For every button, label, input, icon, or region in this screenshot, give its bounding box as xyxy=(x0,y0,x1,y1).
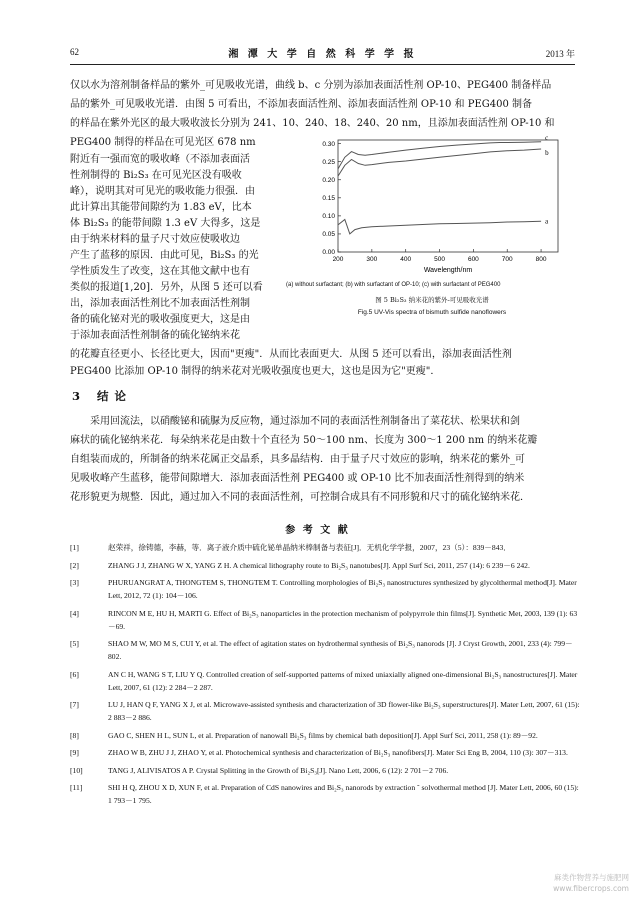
body-line: 此计算出其能带间隙约为 1.83 eV，比本 xyxy=(70,202,252,213)
journal-title: 湘 潭 大 学 自 然 科 学 学 报 xyxy=(228,49,417,60)
body-line: 自组装而成的，所制备的纳米花属正交晶系，具多晶结构．由于量子尺寸效应的影响，纳米花的紫外_可 xyxy=(70,454,525,465)
reference-text: LU J, HAN Q F, YANG X J, et al. Microwave-assisted synthesis and characterization of 3D flower-like Bi₂S₃ superstructures[J]. Mater Lett, 2007, 61 (15): 2 883－2 886. xyxy=(108,700,580,722)
reference-item xyxy=(70,607,582,633)
reference-number: [8] xyxy=(70,730,79,740)
x-tick-label: 500 xyxy=(434,256,445,263)
reference-item xyxy=(70,559,582,572)
watermark xyxy=(553,872,629,894)
series-line-a xyxy=(338,220,541,234)
body-line: 品的紫外_可见吸收光谱．由图 5 可看出，不添加表面活性剂、添加表面活性剂 OP-10 和 PEG400 制备 xyxy=(70,99,533,110)
x-tick-label: 800 xyxy=(535,256,547,263)
reference-text: SHI H Q, ZHOU X D, XUN F, et al. Preparation of CdS nanowires and Bi₂S₃ nanorods by extraction ˜ solvothermal method [J]. Mater Lett, 2006, 60 (15): 1 793－1 795. xyxy=(108,783,579,805)
reference-item xyxy=(70,637,582,663)
reference-text: SHAO M W, MO M S, CUI Y, et al. The effect of agitation states on hydrothermal synthesis of Bi₂S₃ nanorods [J]. J Cryst Growth, 2001, 233 (4): 799－802. xyxy=(108,639,573,661)
x-tick-label: 700 xyxy=(501,256,513,263)
reference-item xyxy=(70,764,582,777)
body-line: 的样品在紫外光区的最大吸收波长分别为 241、10、240、18、240、20 nm，且添加表面活性剂 OP-10 和 xyxy=(70,118,555,129)
reference-number: [11] xyxy=(70,783,83,792)
running-header xyxy=(70,44,575,62)
series-line-b xyxy=(338,149,541,176)
watermark-line: 麻类作物营养与施肥网 xyxy=(554,873,629,882)
body-line: 产生了蓝移的原因．由此可见，Bi₂S₃ 的光 xyxy=(70,250,259,261)
reference-number: [6] xyxy=(70,669,79,679)
body-line: 峰），说明其对可见光的吸收能力很强．由 xyxy=(70,186,255,197)
body-line: 类似的报道[1,20]．另外，从图 5 还可以看 xyxy=(70,282,263,293)
header-rule xyxy=(70,64,575,65)
reference-number: [5] xyxy=(70,639,79,648)
reference-list xyxy=(70,541,582,812)
body-line: 的花瓣直径更小、长径比更大，因而"更瘦"．从而比表面更大．从图 5 还可以看出，添加表面活性剂 xyxy=(70,349,512,360)
x-axis-label: Wavelength/nm xyxy=(423,267,473,274)
reference-text: PHURUANGRAT A, THONGTEM S, THONGTEM T. Controlling morphologies of Bi₂S₃ nanostructures synthesized by glycolthermal method[J]. Mater Lett, 2012, 72 (1): 104－106. xyxy=(108,578,577,600)
body-line: PEG400 制得的样品在可见光区 678 nm xyxy=(70,137,256,148)
body-line: 出，添加表面活性剂比不加表面活性剂制 xyxy=(70,298,250,309)
reference-text: RINCON M E, HU H, MARTI G. Effect of Bi₂S₃ nanoparticles in the protection mechanism of polypyrrole thin films[J]. Synthetic Met, 2003, 139 (1): 63－69. xyxy=(108,608,578,631)
x-tick-label: 600 xyxy=(467,256,479,263)
body-line: 性剂制得的 Bi₂S₃ 在可见光区没有吸收 xyxy=(70,170,242,181)
uv-vis-chart xyxy=(286,132,578,282)
reference-number: [4] xyxy=(70,608,79,618)
series-label-a: a xyxy=(545,217,549,226)
section-number: 3 xyxy=(72,389,82,403)
y-tick-label: 0.10 xyxy=(322,213,335,221)
reference-number: [2] xyxy=(70,560,79,570)
section-heading xyxy=(72,388,127,404)
reference-item xyxy=(70,781,582,807)
reference-item xyxy=(70,698,582,724)
figure-caption-en: Fig.5 UV-Vis spectra of bismuth sulfide nanoflowers xyxy=(357,309,507,316)
reference-item xyxy=(70,576,582,602)
reference-text: GAO C, SHEN H L, SUN L, et al. Preparation of nanowall Bi₂S₃ films by chemical bath deposition[J]. Appl Surf Sci, 2011, 258 (1): 89－92. xyxy=(108,730,538,740)
reference-item xyxy=(70,668,582,694)
y-tick-label: 0.15 xyxy=(322,195,335,203)
y-tick-label: 0.25 xyxy=(322,158,335,166)
reference-number: [10] xyxy=(70,765,83,775)
x-tick-label: 200 xyxy=(332,256,344,263)
series-label-c: c xyxy=(545,133,549,142)
reference-number: [3] xyxy=(70,578,79,587)
body-line: 采用回流法，以硝酸铋和硫脲为反应物，通过添加不同的表面活性剂制备出了菜花状、松果状和剑 xyxy=(90,416,520,427)
reference-text: AN C H, WANG S T, LIU Y Q. Controlled creation of self-supported patterns of mixed uniaxially aligned one-dimensional Bi₂S₃ nanostructures[J]. Mater Lett, 2007, 61 (12): 2 284－2 287. xyxy=(108,669,578,692)
reference-text: TANG J, ALIVISATOS A P. Crystal Splitting in the Growth of Bi₂S₃[J]. Nano Lett, 2006, 6 (12): 2 701－2 706. xyxy=(108,765,449,775)
y-tick-label: 0.00 xyxy=(322,249,335,257)
y-tick-label: 0.20 xyxy=(322,176,335,184)
watermark-url: www.fibercrops.com xyxy=(553,884,629,893)
reference-text: ZHAO W B, ZHU J J, ZHAO Y, et al. Photochemical synthesis and characterization of Bi₂S₃ nanofibers[J]. Mater Sci Eng B, 2004, 110 (3): 307－313. xyxy=(108,748,568,757)
x-tick-label: 400 xyxy=(400,256,412,263)
year: 2013 年 xyxy=(545,49,575,59)
y-tick-label: 0.05 xyxy=(322,231,335,239)
body-line: 于添加表面活性剂制备的硫化铋纳米花 xyxy=(70,330,240,341)
body-line: 见吸收峰产生蓝移，能带间隙增大．添加表面活性剂 PEG400 或 OP-10 比不加表面活性剂得到的纳米 xyxy=(70,473,525,484)
series-label-b: b xyxy=(545,149,549,158)
body-line: 由于纳米材料的量子尺寸效应使吸收边 xyxy=(70,234,240,245)
reference-item xyxy=(70,729,582,742)
reference-number: [7] xyxy=(70,700,79,709)
reference-item xyxy=(70,746,582,759)
body-line: 麻状的硫化铋纳米花．每朵纳米花是由数十个直径为 50～100 nm、长度为 300～1 200 nm 的纳米花瓣 xyxy=(70,435,538,446)
figure-subcaption: (a) without surfactant; (b) with surfactant of OP-10; (c) with surfactant of PEG400 xyxy=(286,282,501,288)
reference-text: 赵荣祥，徐铸德，李赫，等．离子液介质中硫化铋单晶纳米棒制备与表征[J]．无机化学学报，2007，23（5）：839－843． xyxy=(108,543,511,552)
x-tick-label: 300 xyxy=(366,256,378,263)
reference-item xyxy=(70,541,582,554)
body-line: 备的硫化铋对光的吸收强度更大，这是由 xyxy=(70,314,250,325)
page-number: 62 xyxy=(70,47,79,57)
reference-number: [1] xyxy=(70,543,79,552)
body-line: 学性质发生了改变，这在其他文献中也有 xyxy=(70,266,250,277)
body-line: 体 Bi₂S₃ 的能带间隙 1.3 eV 大得多，这是 xyxy=(70,218,261,229)
figure-5 xyxy=(286,132,578,332)
reference-text: ZHANG J J, ZHANG W X, YANG Z H. A chemical lithography route to Bi₂S₃ nanotubes[J]. Appl Surf Sci, 2011, 257 (14): 6 239－6 242. xyxy=(108,560,530,570)
reference-number: [9] xyxy=(70,748,79,757)
section-title: 结 论 xyxy=(97,389,128,403)
y-tick-label: 0.30 xyxy=(322,140,335,148)
figure-caption-cn: 图 5 Bi₂S₃ 纳米花的紫外-可见吸收光谱 xyxy=(375,296,489,304)
references-title: 参 考 文 献 xyxy=(285,525,350,536)
body-line: PEG400 比添加 OP-10 制得的纳米花对光吸收强度也更大，这也是因为它"更瘦"． xyxy=(70,366,441,377)
body-line: 附近有一强而宽的吸收峰（不添加表面活 xyxy=(70,154,250,165)
body-line: 仅以水为溶剂制备样品的紫外_可见吸收光谱，曲线 b、c 分别为添加表面活性剂 OP-10、PEG400 制备样品 xyxy=(70,80,552,91)
body-line: 花形貌更为规整．因此，通过加入不同的表面活性剂，可控制合成具有不同形貌和尺寸的硫化铋纳米花． xyxy=(70,492,530,503)
